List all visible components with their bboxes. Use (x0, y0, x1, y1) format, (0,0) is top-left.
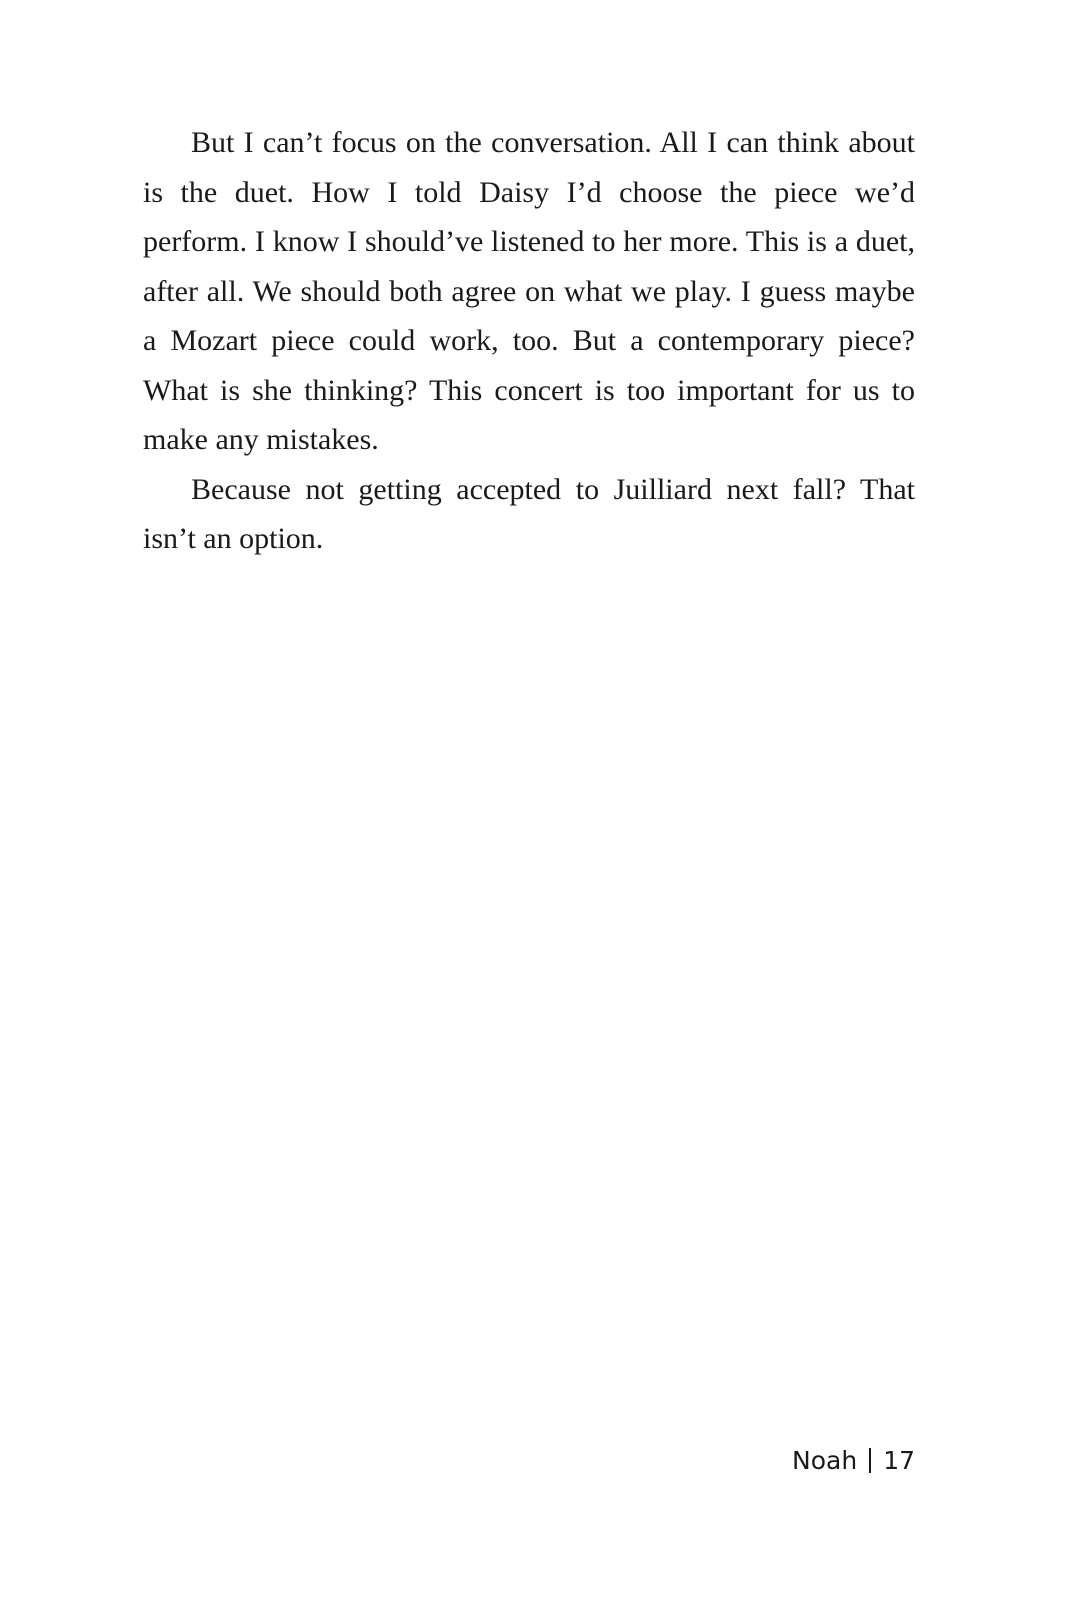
paragraph: Because not getting accepted to Juilliard next fall? That isn’t an option. (143, 472, 915, 555)
page-footer (792, 1446, 915, 1475)
paragraph: But I can’t focus on the conversation. All I can think about is the duet. How I told Daisy I’d choose the piece we’d perform. I know I should’ve listened to her more. This is a duet, after all. We should both agree on what we play. I guess maybe a Mozart piece could work, too. But a contemporary piece? What is she thinking? This concert is too important for us to make any mistakes. (143, 126, 915, 456)
running-head: Noah (792, 1446, 858, 1475)
page-number: 17 (883, 1446, 915, 1475)
footer-divider (869, 1448, 871, 1473)
body-text (143, 118, 915, 564)
